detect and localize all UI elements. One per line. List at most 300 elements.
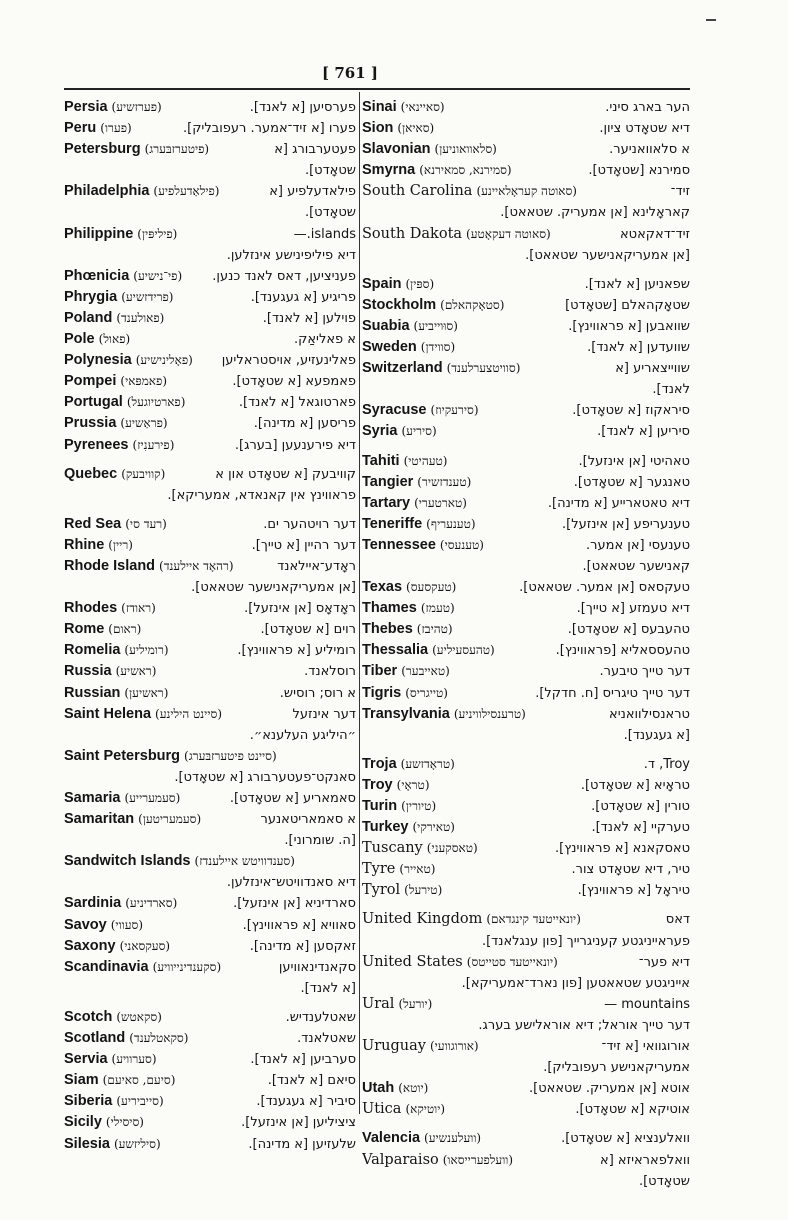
entry-gap — [64, 506, 356, 514]
entry-term-group — [64, 514, 167, 535]
dictionary-entry — [64, 266, 356, 287]
dictionary-entry — [64, 746, 356, 788]
entry-translation-continued: אמעריקאנישע רעפובליק]. — [543, 1060, 690, 1076]
entry-pronunciation: (סיריע) — [401, 424, 437, 439]
entry-term-group — [64, 435, 174, 456]
entry-pronunciation: (סעקסאני) — [119, 938, 171, 953]
entry-translation-continued: [א לאנד]. — [300, 980, 356, 996]
dictionary-entry — [64, 139, 356, 181]
entry-row — [64, 1028, 356, 1049]
entry-translation-continued: דיא פיליפינישע אינזלען. — [226, 247, 356, 263]
entry-pronunciation: (טאירקי) — [412, 820, 455, 835]
entry-translation: קוויבעק [א שטאָדט און א — [215, 466, 356, 482]
entry-english-term: Teneriffe — [362, 515, 423, 532]
entry-translation: הער בארג סיני. — [605, 100, 690, 115]
entry-pronunciation: (יוטיקא) — [405, 1102, 446, 1117]
entry-row — [362, 337, 690, 358]
entry-pronunciation: (סעמערייע) — [124, 791, 181, 805]
entry-english-term: Utah — [362, 1080, 395, 1097]
entry-row — [64, 683, 356, 704]
entry-english-term: Siam — [64, 1072, 99, 1089]
entry-english-term: Saint Petersburg — [64, 747, 181, 764]
entry-translation: א סאמאריטאנער — [260, 812, 356, 828]
entry-translation: רוים [א שטאָדט]. — [260, 622, 356, 638]
entry-translation: דיא פער־ — [638, 954, 690, 970]
dictionary-entry — [64, 556, 356, 598]
entry-term-group — [64, 1007, 162, 1028]
entry-pronunciation: (ראום) — [108, 622, 142, 637]
entry-term-group — [362, 683, 448, 704]
entry-row — [64, 1070, 356, 1091]
entry-pronunciation: (סלאוואוניען) — [434, 142, 497, 157]
entry-english-term: Switzerland — [362, 360, 443, 377]
dictionary-entry — [64, 704, 356, 746]
entry-row — [362, 704, 690, 725]
entry-english-term: Stockholm — [362, 296, 437, 313]
entry-english-term: Spain — [362, 275, 402, 292]
entry-pronunciation: (סוויטצערלענד) — [446, 361, 521, 376]
entry-term-group — [362, 598, 455, 619]
dictionary-entry — [362, 1150, 690, 1192]
dictionary-entry — [64, 464, 356, 506]
entry-translation: דער טייך טיגריס [ח. חדקל]. — [535, 685, 690, 701]
entry-translation: סערביען [א לאנד]. — [250, 1052, 356, 1068]
dictionary-entry — [64, 535, 356, 556]
entry-gap — [362, 901, 690, 909]
entry-pronunciation: (טאייבער) — [401, 664, 450, 679]
dictionary-entry — [362, 577, 690, 598]
entry-english-term: Tigris — [362, 684, 402, 701]
entry-row — [362, 358, 690, 379]
entry-translation: טורין [א שטאָדט]. — [591, 799, 690, 814]
entry-translation: פארטוגאל [א לאנד]. — [238, 395, 356, 411]
entry-english-term: United Kingdom — [362, 911, 483, 928]
dictionary-entry — [362, 451, 690, 472]
entry-row — [362, 493, 690, 514]
entry-pronunciation: (סוּוייביע) — [413, 318, 458, 333]
entry-translation-continued: סאנקט־פעטערבורג [א שטאָדט]. — [174, 769, 356, 785]
entry-row — [64, 851, 356, 872]
entry-pronunciation: (קוויבעק) — [121, 466, 166, 481]
entry-translation: פילאדעלפיע [א — [269, 184, 356, 200]
dictionary-entry — [64, 1028, 356, 1049]
entry-pronunciation: (יונאייטעד סטייטס) — [466, 954, 558, 969]
entry-row — [362, 796, 690, 817]
entry-english-term: Utica — [362, 1101, 402, 1118]
entry-row — [362, 118, 690, 139]
dictionary-entry — [64, 1134, 356, 1155]
entry-pronunciation: (פילאַדעלפיע) — [153, 184, 220, 199]
entry-term-group — [64, 851, 295, 872]
entry-english-term: Scandinavia — [64, 958, 149, 975]
right-column — [362, 97, 690, 1192]
entry-english-term: Red Sea — [64, 515, 122, 532]
entry-row — [64, 535, 356, 556]
entry-term-group — [64, 661, 156, 682]
entry-pronunciation: (וועלענשיע) — [424, 1131, 482, 1146]
entry-term-group — [362, 316, 458, 337]
page-number: [ 761 ] — [322, 64, 378, 82]
entry-english-term: Tiber — [362, 663, 398, 680]
entry-english-term: Thebes — [362, 621, 413, 638]
entry-english-term: Quebec — [64, 465, 118, 482]
entry-english-term: Phrygia — [64, 288, 118, 305]
entry-pronunciation: (ראשיע) — [115, 664, 157, 679]
entry-translation: סמירנא [שטאָדט]. — [588, 163, 690, 179]
entry-pronunciation: (טיורין) — [401, 799, 437, 813]
entry-english-term: Texas — [362, 579, 403, 596]
entry-gap — [362, 443, 690, 451]
dictionary-entry — [64, 683, 356, 704]
entry-term-group — [64, 893, 177, 914]
entry-english-term: Savoy — [64, 916, 107, 933]
entry-term-group — [64, 1049, 157, 1070]
entry-english-term: Smyrna — [362, 162, 416, 179]
entry-row — [362, 451, 690, 472]
entry-row — [64, 619, 356, 640]
entry-english-term: Saint Helena — [64, 705, 152, 722]
entry-pronunciation: (סאיאן) — [397, 121, 435, 136]
entry-english-term: Rhodes — [64, 600, 118, 617]
entry-translation: טענעסי [אן אמער. — [586, 537, 690, 553]
entry-translation: טהעססאליא [פראווינץ]. — [555, 643, 690, 659]
entry-pronunciation: (טענעסי) — [439, 537, 484, 552]
dictionary-entry — [64, 514, 356, 535]
entry-term-group — [362, 451, 447, 472]
entry-row — [64, 350, 356, 371]
entry-translation: ראָדאָס [אן אינזעל]. — [244, 601, 356, 617]
dictionary-entry — [362, 337, 690, 358]
dictionary-entry — [64, 435, 356, 456]
entry-english-term: Philippine — [64, 225, 134, 242]
entry-term-group — [64, 392, 185, 413]
entry-row — [64, 308, 356, 329]
entry-translation: סאמאריע [א שטאָדט]. — [229, 791, 356, 806]
entry-english-term: Rome — [64, 621, 105, 638]
entry-term-group — [362, 577, 456, 598]
entry-pronunciation: (פאָלינישיע) — [135, 353, 193, 368]
entry-pronunciation: (וועלפערייסאו) — [442, 1152, 514, 1167]
entry-row — [64, 746, 356, 767]
entry-term-group — [362, 661, 450, 682]
entry-row — [64, 97, 356, 118]
entry-row — [64, 556, 356, 577]
entry-translation-continued: קאראָלינא [אן אמעריק. שטאאט]. — [500, 205, 690, 221]
entry-english-term: Pompei — [64, 373, 117, 390]
entry-english-term: Transylvania — [362, 705, 450, 722]
entry-row — [64, 1134, 356, 1155]
entry-english-term: United States — [362, 953, 463, 970]
entry-term-group — [362, 421, 437, 442]
entry-row — [64, 514, 356, 535]
entry-pronunciation: (סערוויע) — [111, 1052, 157, 1067]
entry-pronunciation: (ראודז) — [121, 601, 156, 616]
entry-pronunciation: (פיטערזבּערג) — [144, 142, 210, 157]
entry-translation: פריגיע [א געגענד]. — [250, 289, 356, 305]
dictionary-entry — [64, 851, 356, 893]
entry-translation-continued: שטאָדט]. — [304, 163, 356, 179]
entry-translation: אוטיקא [א שטאָדט]. — [575, 1102, 690, 1118]
entry-english-term: Peru — [64, 120, 97, 137]
entry-pronunciation: (סאיינאי) — [400, 100, 445, 114]
entry-row — [64, 1049, 356, 1070]
dictionary-entry — [362, 181, 690, 223]
entry-term-group — [64, 181, 219, 202]
entry-pronunciation: (פאולענד) — [116, 310, 165, 325]
dictionary-entry — [362, 358, 690, 400]
entry-row — [64, 118, 356, 139]
entry-translation: רוסלאנד. — [304, 664, 356, 680]
entry-translation: טעקסאס [אן אמער. שטאאט]. — [519, 580, 690, 596]
entry-translation: וואלענציא [א שטאָדט]. — [561, 1131, 690, 1147]
entry-translation: זאקסען [א מדינה]. — [249, 938, 356, 954]
entry-term-group — [362, 472, 471, 493]
entry-term-group — [362, 1036, 479, 1057]
column-divider — [359, 92, 360, 1114]
entry-pronunciation: (פראַשיע) — [120, 416, 168, 431]
dictionary-entry — [362, 859, 690, 880]
entry-term-group — [362, 337, 455, 358]
dictionary-entry — [362, 514, 690, 535]
entry-english-term: Rhode Island — [64, 557, 156, 574]
dictionary-entry — [362, 224, 690, 266]
entry-row — [362, 514, 690, 535]
entry-term-group — [362, 704, 526, 725]
entry-translation: דיא טאטארייע [א מדינה]. — [547, 495, 690, 511]
entry-english-term: Petersburg — [64, 141, 141, 158]
entry-row — [64, 392, 356, 413]
entry-english-term: Turin — [362, 798, 398, 814]
entry-row — [362, 619, 690, 640]
entry-pronunciation: (פאמפּאי) — [120, 374, 167, 389]
entry-pronunciation: (סירעקיוז) — [430, 403, 479, 418]
entry-row — [362, 952, 690, 973]
entry-pronunciation: (אורוגוועי) — [429, 1039, 479, 1054]
entry-translation: טיר, דיא שטאָדט צור. — [571, 862, 690, 878]
entry-pronunciation: (טעהיטי) — [403, 453, 448, 468]
entry-term-group — [64, 915, 143, 936]
entry-translation: סקאנדינאוויען — [278, 959, 356, 975]
entry-row — [362, 400, 690, 421]
entry-term-group — [362, 1150, 513, 1171]
entry-translation: שווייצאריע [א — [615, 361, 690, 377]
entry-pronunciation: (טעמז) — [420, 601, 455, 616]
entry-english-term: Valparaiso — [362, 1151, 439, 1168]
entry-row — [64, 893, 356, 914]
entry-row — [362, 1150, 690, 1171]
entry-term-group — [64, 464, 165, 485]
entry-translation: טראנסילוואניא — [609, 706, 690, 722]
entry-pronunciation: (רהאָד איילענד) — [159, 558, 234, 573]
entry-translation: דער רויטהער ים. — [263, 516, 356, 532]
dictionary-entry — [362, 683, 690, 704]
entry-english-term: Saxony — [64, 937, 116, 954]
entry-english-term: Prussia — [64, 415, 117, 432]
entry-english-term: Turkey — [362, 819, 409, 836]
dictionary-entry — [362, 754, 690, 775]
dictionary-entry — [64, 371, 356, 392]
entry-row — [64, 287, 356, 308]
entry-term-group — [362, 514, 476, 535]
entry-term-group — [362, 181, 577, 202]
entry-row — [362, 838, 690, 859]
entry-english-term: Russian — [64, 684, 121, 701]
entry-term-group — [64, 556, 234, 577]
entry-translation: פערו [א זיד־אמער. רעפובליק]. — [183, 121, 356, 137]
entry-translation: טיראָל [א פראווינץ]. — [577, 883, 690, 899]
entry-term-group — [64, 788, 180, 809]
entry-translation: סאוויא [א פראווינץ]. — [242, 917, 356, 933]
entry-translation: פערסיען [א לאנד]. — [249, 100, 356, 115]
entry-row — [362, 577, 690, 598]
entry-translation: ראָדע־איילאנד — [277, 558, 356, 574]
entry-term-group — [64, 266, 182, 287]
dictionary-entry — [64, 413, 356, 434]
dictionary-entry — [64, 936, 356, 957]
entry-term-group — [362, 880, 442, 901]
entry-term-group — [362, 535, 484, 556]
entry-row — [362, 535, 690, 556]
dictionary-entry — [64, 788, 356, 809]
entry-pronunciation: (סטאָקהאלם) — [440, 297, 505, 312]
entry-pronunciation: (סווידן) — [420, 340, 456, 355]
entry-translation: mountains — — [604, 996, 690, 1012]
dictionary-entry — [64, 640, 356, 661]
dictionary-entry — [64, 1091, 356, 1112]
entry-english-term: Portugal — [64, 394, 123, 411]
entry-row — [64, 936, 356, 957]
entry-pronunciation: (סאוטה דעקאָטע) — [466, 226, 551, 241]
entry-translation: פעניציען, דאס לאנד כנען. — [212, 268, 356, 284]
dictionary-entry — [64, 224, 356, 266]
entry-pronunciation: (ספּין) — [405, 276, 435, 291]
entry-translation: דיא שטאָדט ציון. — [599, 121, 690, 137]
entry-term-group — [362, 400, 479, 421]
entry-translation: א סלאוואניער. — [609, 142, 690, 158]
entry-translation: ציציליען [אן אינזעל]. — [241, 1115, 356, 1131]
dictionary-entry — [362, 421, 690, 442]
entry-english-term: Samaria — [64, 790, 121, 806]
entry-gap — [362, 266, 690, 274]
entry-english-term: South Carolina — [362, 183, 473, 200]
entry-term-group — [362, 796, 436, 817]
entry-pronunciation: (פירענִיז) — [132, 437, 175, 452]
entry-english-term: Pyrenees — [64, 436, 129, 453]
entry-translation: טענעריפע [אן אינזעל]. — [561, 516, 690, 532]
dictionary-entry — [362, 160, 690, 181]
dictionary-entry — [64, 329, 356, 350]
entry-translation-continued: [אן אמעריקאנישער שטאאט]. — [191, 580, 356, 596]
entry-english-term: Scotch — [64, 1008, 113, 1025]
entry-pronunciation: (פיליפּין) — [137, 226, 178, 241]
entry-pronunciation: (יורעל) — [398, 996, 433, 1011]
entry-translation: דער רהיין [א טייך]. — [251, 537, 356, 553]
entry-term-group — [362, 952, 558, 973]
entry-english-term: Sinai — [362, 99, 397, 115]
entry-translation-continued: דער טייך אוראל; דיא אוראלישע בערג. — [478, 1017, 690, 1033]
entry-pronunciation: (רעד סי) — [125, 516, 167, 531]
entry-pronunciation: (סאוטה קעראָלאיינע) — [476, 184, 577, 199]
entry-row — [64, 139, 356, 160]
entry-pronunciation: (ראשיען) — [124, 685, 169, 700]
entry-term-group — [362, 1099, 445, 1120]
entry-english-term: Samaritan — [64, 811, 135, 828]
entry-english-term: Siberia — [64, 1093, 113, 1110]
entry-row — [362, 1099, 690, 1120]
entry-english-term: Tartary — [362, 494, 411, 511]
entry-translation: דאס — [665, 912, 690, 928]
entry-row — [362, 274, 690, 295]
dictionary-entry — [64, 893, 356, 914]
entry-term-group — [64, 1134, 161, 1155]
entry-term-group — [362, 909, 581, 930]
entry-term-group — [64, 936, 170, 957]
entry-translation: שוואבען [א פראווינץ]. — [568, 318, 690, 334]
entry-pronunciation: (טרענסילוויניע) — [453, 706, 526, 721]
entry-english-term: Sandwitch Islands — [64, 853, 191, 870]
entry-english-term: Pole — [64, 331, 95, 348]
entry-translation: טהעבעס [א שטאָדט]. — [567, 622, 690, 638]
header-rule — [64, 88, 690, 90]
dictionary-entry — [362, 400, 690, 421]
entry-row — [362, 909, 690, 930]
entry-term-group — [64, 287, 173, 308]
entry-term-group — [362, 358, 520, 379]
entry-translation: סיאם [א לאנד]. — [267, 1073, 356, 1089]
entry-translation-continued: פראווינץ אין קאנאדא, אמעריקא]. — [167, 487, 356, 503]
entry-english-term: Thames — [362, 600, 417, 617]
entry-english-term: Thessalia — [362, 642, 429, 659]
entry-term-group — [362, 118, 434, 139]
entry-row — [362, 598, 690, 619]
dictionary-entry — [362, 1036, 690, 1078]
entry-english-term: Tyre — [362, 861, 396, 878]
entry-pronunciation: (סעווי) — [110, 917, 144, 932]
entry-translation: א רוס; רוסיש. — [279, 685, 356, 701]
dictionary-entry — [362, 838, 690, 859]
entry-term-group — [64, 1112, 144, 1133]
entry-pronunciation: (טהיבז) — [416, 622, 453, 637]
entry-term-group — [64, 957, 221, 978]
entry-english-term: Sweden — [362, 339, 417, 356]
entry-translation: Troy, ד. — [643, 756, 690, 772]
entry-english-term: Sion — [362, 120, 394, 137]
entry-row — [64, 224, 356, 245]
entry-term-group — [362, 994, 432, 1015]
entry-row — [64, 464, 356, 485]
entry-term-group — [362, 224, 551, 245]
dictionary-entry — [64, 287, 356, 308]
entry-row — [362, 97, 690, 118]
dictionary-entry — [64, 661, 356, 682]
entry-translation: דער טייך טיבער. — [599, 664, 690, 680]
entry-translation: דער אינזעל — [292, 706, 356, 722]
entry-row — [64, 788, 356, 809]
entry-row — [362, 817, 690, 838]
dictionary-entry — [64, 598, 356, 619]
entry-term-group — [64, 139, 209, 160]
dictionary-entry — [362, 640, 690, 661]
entry-translation: פאלינעזיע, אויסטראליען — [221, 353, 356, 369]
entry-translation-continued: פעראייניגטע קעניגרייך [פון ענגלאנד]. — [481, 933, 690, 949]
entry-row — [64, 915, 356, 936]
entry-translation: פוילען [א לאנד]. — [262, 310, 356, 326]
entry-term-group — [362, 817, 455, 838]
entry-english-term: Troy — [362, 776, 393, 793]
entry-row — [362, 316, 690, 337]
dictionary-entry — [362, 139, 690, 160]
entry-row — [64, 1007, 356, 1028]
